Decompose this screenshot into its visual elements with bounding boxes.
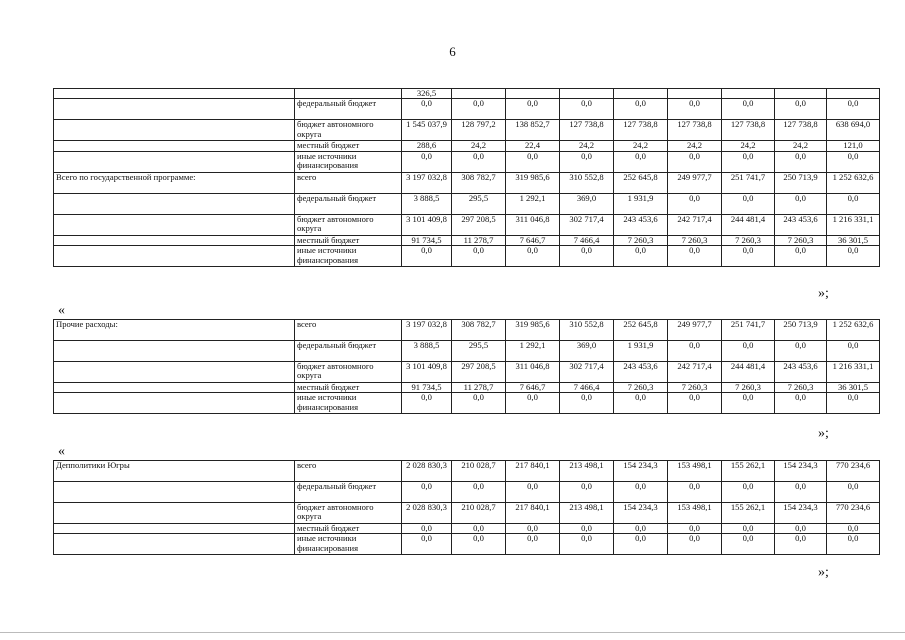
value-cell: 308 782,7 [452,320,506,341]
value-cell: 308 782,7 [452,172,506,193]
value-cell: 153 498,1 [668,461,722,482]
value-cell: 0,0 [614,246,668,267]
value-cell: 770 234,6 [827,503,880,524]
funding-source: иные источники финансирования [295,534,402,555]
value-cell: 0,0 [827,393,880,414]
value-cell: 213 498,1 [560,503,614,524]
funding-source: иные источники финансирования [295,246,402,267]
value-cell: 0,0 [614,151,668,172]
value-cell: 153 498,1 [668,503,722,524]
value-cell: 0,0 [560,246,614,267]
value-cell: 243 453,6 [775,214,827,235]
value-cell: 3 197 032,8 [402,320,452,341]
value-cell: 0,0 [402,393,452,414]
value-cell: 127 738,8 [668,120,722,141]
table-row [54,534,880,555]
value-cell: 311 046,8 [506,214,560,235]
value-cell: 1 252 632,6 [827,320,880,341]
value-cell: 0,0 [452,482,506,503]
value-cell: 0,0 [560,534,614,555]
table-row [54,362,880,383]
value-cell: 0,0 [722,534,775,555]
value-cell [722,89,775,99]
value-cell: 0,0 [775,482,827,503]
value-cell: 0,0 [668,246,722,267]
table-row [54,120,880,141]
value-cell: 0,0 [402,151,452,172]
value-cell: 7 260,3 [775,383,827,393]
row-label: Депполитики Югры [54,461,295,482]
value-cell [614,89,668,99]
value-cell: 1 545 037,9 [402,120,452,141]
value-cell: 0,0 [722,524,775,534]
row-label [54,99,295,120]
value-cell: 0,0 [827,524,880,534]
value-cell: 369,0 [560,193,614,214]
closing-quote-mark: »; [818,286,829,301]
value-cell: 7 466,4 [560,235,614,245]
value-cell: 11 278,7 [452,235,506,245]
table-row [54,235,880,245]
table-row [54,524,880,534]
funding-source [295,89,402,99]
value-cell [452,89,506,99]
value-cell: 242 717,4 [668,214,722,235]
value-cell: 22,4 [506,141,560,151]
value-cell: 127 738,8 [722,120,775,141]
table-row [54,461,880,482]
row-label [54,193,295,214]
value-cell: 0,0 [668,341,722,362]
value-cell: 1 216 331,1 [827,214,880,235]
table-row [54,99,880,120]
funding-source: всего [295,320,402,341]
value-cell: 217 840,1 [506,461,560,482]
value-cell: 242 717,4 [668,362,722,383]
value-cell: 7 260,3 [722,383,775,393]
value-cell: 252 645,8 [614,172,668,193]
value-cell: 127 738,8 [775,120,827,141]
value-cell: 2 028 830,3 [402,503,452,524]
value-cell: 0,0 [668,193,722,214]
value-cell: 295,5 [452,341,506,362]
funding-source: бюджет автономного округа [295,120,402,141]
value-cell: 326,5 [402,89,452,99]
value-cell: 36 301,5 [827,383,880,393]
value-cell: 154 234,3 [775,461,827,482]
row-label [54,89,295,99]
value-cell: 311 046,8 [506,362,560,383]
funding-source: федеральный бюджет [295,99,402,120]
value-cell: 24,2 [452,141,506,151]
value-cell: 3 101 409,8 [402,362,452,383]
funding-source: всего [295,172,402,193]
value-cell: 0,0 [668,482,722,503]
value-cell: 0,0 [506,534,560,555]
value-cell: 310 552,8 [560,172,614,193]
value-cell: 210 028,7 [452,461,506,482]
value-cell: 0,0 [668,524,722,534]
row-label [54,503,295,524]
funding-source: местный бюджет [295,235,402,245]
value-cell: 127 738,8 [614,120,668,141]
value-cell: 0,0 [560,524,614,534]
value-cell: 24,2 [722,141,775,151]
value-cell: 0,0 [506,393,560,414]
funding-source: местный бюджет [295,383,402,393]
value-cell: 0,0 [452,151,506,172]
value-cell: 0,0 [722,99,775,120]
value-cell: 0,0 [722,341,775,362]
value-cell: 154 234,3 [614,461,668,482]
funding-source: иные источники финансирования [295,151,402,172]
value-cell: 0,0 [775,341,827,362]
row-label [54,246,295,267]
value-cell: 250 713,9 [775,320,827,341]
value-cell: 0,0 [827,246,880,267]
funding-source: федеральный бюджет [295,193,402,214]
value-cell: 0,0 [452,99,506,120]
value-cell: 251 741,7 [722,172,775,193]
value-cell: 11 278,7 [452,383,506,393]
value-cell: 155 262,1 [722,461,775,482]
value-cell: 154 234,3 [775,503,827,524]
table-other-expenses [53,319,880,414]
value-cell: 210 028,7 [452,503,506,524]
opening-quote-mark: « [58,444,65,459]
funding-source: местный бюджет [295,141,402,151]
value-cell: 302 717,4 [560,214,614,235]
table-row [54,141,880,151]
value-cell: 0,0 [452,246,506,267]
value-cell: 0,0 [614,482,668,503]
value-cell: 121,0 [827,141,880,151]
value-cell: 297 208,5 [452,362,506,383]
value-cell: 0,0 [506,99,560,120]
value-cell: 91 734,5 [402,235,452,245]
value-cell: 0,0 [402,534,452,555]
value-cell: 24,2 [668,141,722,151]
row-label: Прочие расходы: [54,320,295,341]
value-cell: 0,0 [722,393,775,414]
row-label [54,362,295,383]
table-row [54,383,880,393]
closing-quote-mark: »; [818,426,829,441]
closing-quote-mark: »; [818,565,829,580]
value-cell: 0,0 [402,524,452,534]
value-cell: 0,0 [827,151,880,172]
value-cell: 249 977,7 [668,172,722,193]
value-cell: 0,0 [614,393,668,414]
value-cell: 3 197 032,8 [402,172,452,193]
value-cell: 1 292,1 [506,341,560,362]
value-cell: 7 260,3 [775,235,827,245]
funding-source: местный бюджет [295,524,402,534]
value-cell: 319 985,6 [506,172,560,193]
table-row [54,320,880,341]
value-cell: 2 028 830,3 [402,461,452,482]
value-cell: 310 552,8 [560,320,614,341]
value-cell: 7 646,7 [506,383,560,393]
value-cell [775,89,827,99]
value-cell: 0,0 [452,524,506,534]
row-label [54,524,295,534]
funding-source: всего [295,461,402,482]
table-continuation [53,88,880,267]
row-label [54,141,295,151]
value-cell: 3 888,5 [402,341,452,362]
value-cell: 3 888,5 [402,193,452,214]
value-cell: 7 260,3 [614,235,668,245]
value-cell: 1 252 632,6 [827,172,880,193]
value-cell: 0,0 [402,246,452,267]
table-row [54,341,880,362]
table-row [54,246,880,267]
value-cell: 7 260,3 [614,383,668,393]
value-cell: 127 738,8 [560,120,614,141]
row-label [54,534,295,555]
value-cell: 0,0 [775,524,827,534]
funding-source: бюджет автономного округа [295,362,402,383]
value-cell: 243 453,6 [775,362,827,383]
value-cell: 638 694,0 [827,120,880,141]
value-cell: 0,0 [560,99,614,120]
value-cell: 138 852,7 [506,120,560,141]
value-cell: 7 646,7 [506,235,560,245]
table-row [54,89,880,99]
value-cell: 7 260,3 [722,235,775,245]
value-cell: 1 931,9 [614,193,668,214]
value-cell: 91 734,5 [402,383,452,393]
value-cell: 0,0 [668,151,722,172]
value-cell: 0,0 [722,246,775,267]
opening-quote-mark: « [58,303,65,318]
value-cell: 7 260,3 [668,235,722,245]
value-cell: 0,0 [668,99,722,120]
value-cell: 0,0 [402,482,452,503]
value-cell: 0,0 [775,151,827,172]
funding-source: федеральный бюджет [295,341,402,362]
value-cell: 24,2 [775,141,827,151]
value-cell: 244 481,4 [722,214,775,235]
value-cell: 0,0 [402,99,452,120]
table-row [54,172,880,193]
row-label: Всего по государственной программе: [54,172,295,193]
value-cell: 7 260,3 [668,383,722,393]
value-cell: 0,0 [614,534,668,555]
value-cell: 24,2 [614,141,668,151]
value-cell: 244 481,4 [722,362,775,383]
value-cell: 1 216 331,1 [827,362,880,383]
value-cell: 213 498,1 [560,461,614,482]
value-cell: 0,0 [560,482,614,503]
row-label [54,120,295,141]
value-cell: 0,0 [827,99,880,120]
page-number: 6 [449,44,456,59]
value-cell: 0,0 [775,99,827,120]
value-cell: 0,0 [722,151,775,172]
value-cell: 36 301,5 [827,235,880,245]
value-cell: 369,0 [560,341,614,362]
funding-source: бюджет автономного округа [295,214,402,235]
row-label [54,214,295,235]
value-cell: 295,5 [452,193,506,214]
value-cell: 7 466,4 [560,383,614,393]
row-label [54,151,295,172]
value-cell: 1 292,1 [506,193,560,214]
table-row [54,193,880,214]
value-cell: 0,0 [506,482,560,503]
row-label [54,341,295,362]
table-row [54,151,880,172]
value-cell [668,89,722,99]
value-cell: 0,0 [668,393,722,414]
value-cell: 297 208,5 [452,214,506,235]
row-label [54,235,295,245]
value-cell: 302 717,4 [560,362,614,383]
value-cell: 243 453,6 [614,362,668,383]
value-cell: 0,0 [775,193,827,214]
value-cell: 0,0 [614,524,668,534]
table-depolitiki [53,460,880,555]
value-cell: 288,6 [402,141,452,151]
value-cell [506,89,560,99]
value-cell: 1 931,9 [614,341,668,362]
value-cell: 0,0 [775,246,827,267]
value-cell: 0,0 [827,341,880,362]
value-cell: 770 234,6 [827,461,880,482]
row-label [54,482,295,503]
value-cell: 0,0 [722,193,775,214]
value-cell: 0,0 [452,534,506,555]
value-cell: 0,0 [506,151,560,172]
value-cell: 249 977,7 [668,320,722,341]
value-cell: 0,0 [775,393,827,414]
row-label [54,383,295,393]
value-cell: 251 741,7 [722,320,775,341]
value-cell: 0,0 [827,482,880,503]
value-cell: 0,0 [560,151,614,172]
table-row [54,482,880,503]
value-cell: 0,0 [560,393,614,414]
value-cell: 128 797,2 [452,120,506,141]
value-cell: 0,0 [506,246,560,267]
row-label [54,393,295,414]
value-cell: 243 453,6 [614,214,668,235]
table-row [54,214,880,235]
value-cell: 154 234,3 [614,503,668,524]
value-cell: 0,0 [775,534,827,555]
value-cell: 319 985,6 [506,320,560,341]
scan-edge-line [0,632,905,633]
value-cell: 217 840,1 [506,503,560,524]
value-cell [827,89,880,99]
value-cell: 0,0 [506,524,560,534]
value-cell: 0,0 [827,193,880,214]
value-cell: 3 101 409,8 [402,214,452,235]
value-cell: 0,0 [452,393,506,414]
table-row [54,393,880,414]
funding-source: федеральный бюджет [295,482,402,503]
value-cell: 250 713,9 [775,172,827,193]
value-cell: 0,0 [614,99,668,120]
value-cell: 252 645,8 [614,320,668,341]
value-cell: 0,0 [722,482,775,503]
value-cell: 0,0 [668,534,722,555]
table-row [54,503,880,524]
value-cell: 155 262,1 [722,503,775,524]
funding-source: иные источники финансирования [295,393,402,414]
funding-source: бюджет автономного округа [295,503,402,524]
value-cell: 24,2 [560,141,614,151]
value-cell [560,89,614,99]
value-cell: 0,0 [827,534,880,555]
